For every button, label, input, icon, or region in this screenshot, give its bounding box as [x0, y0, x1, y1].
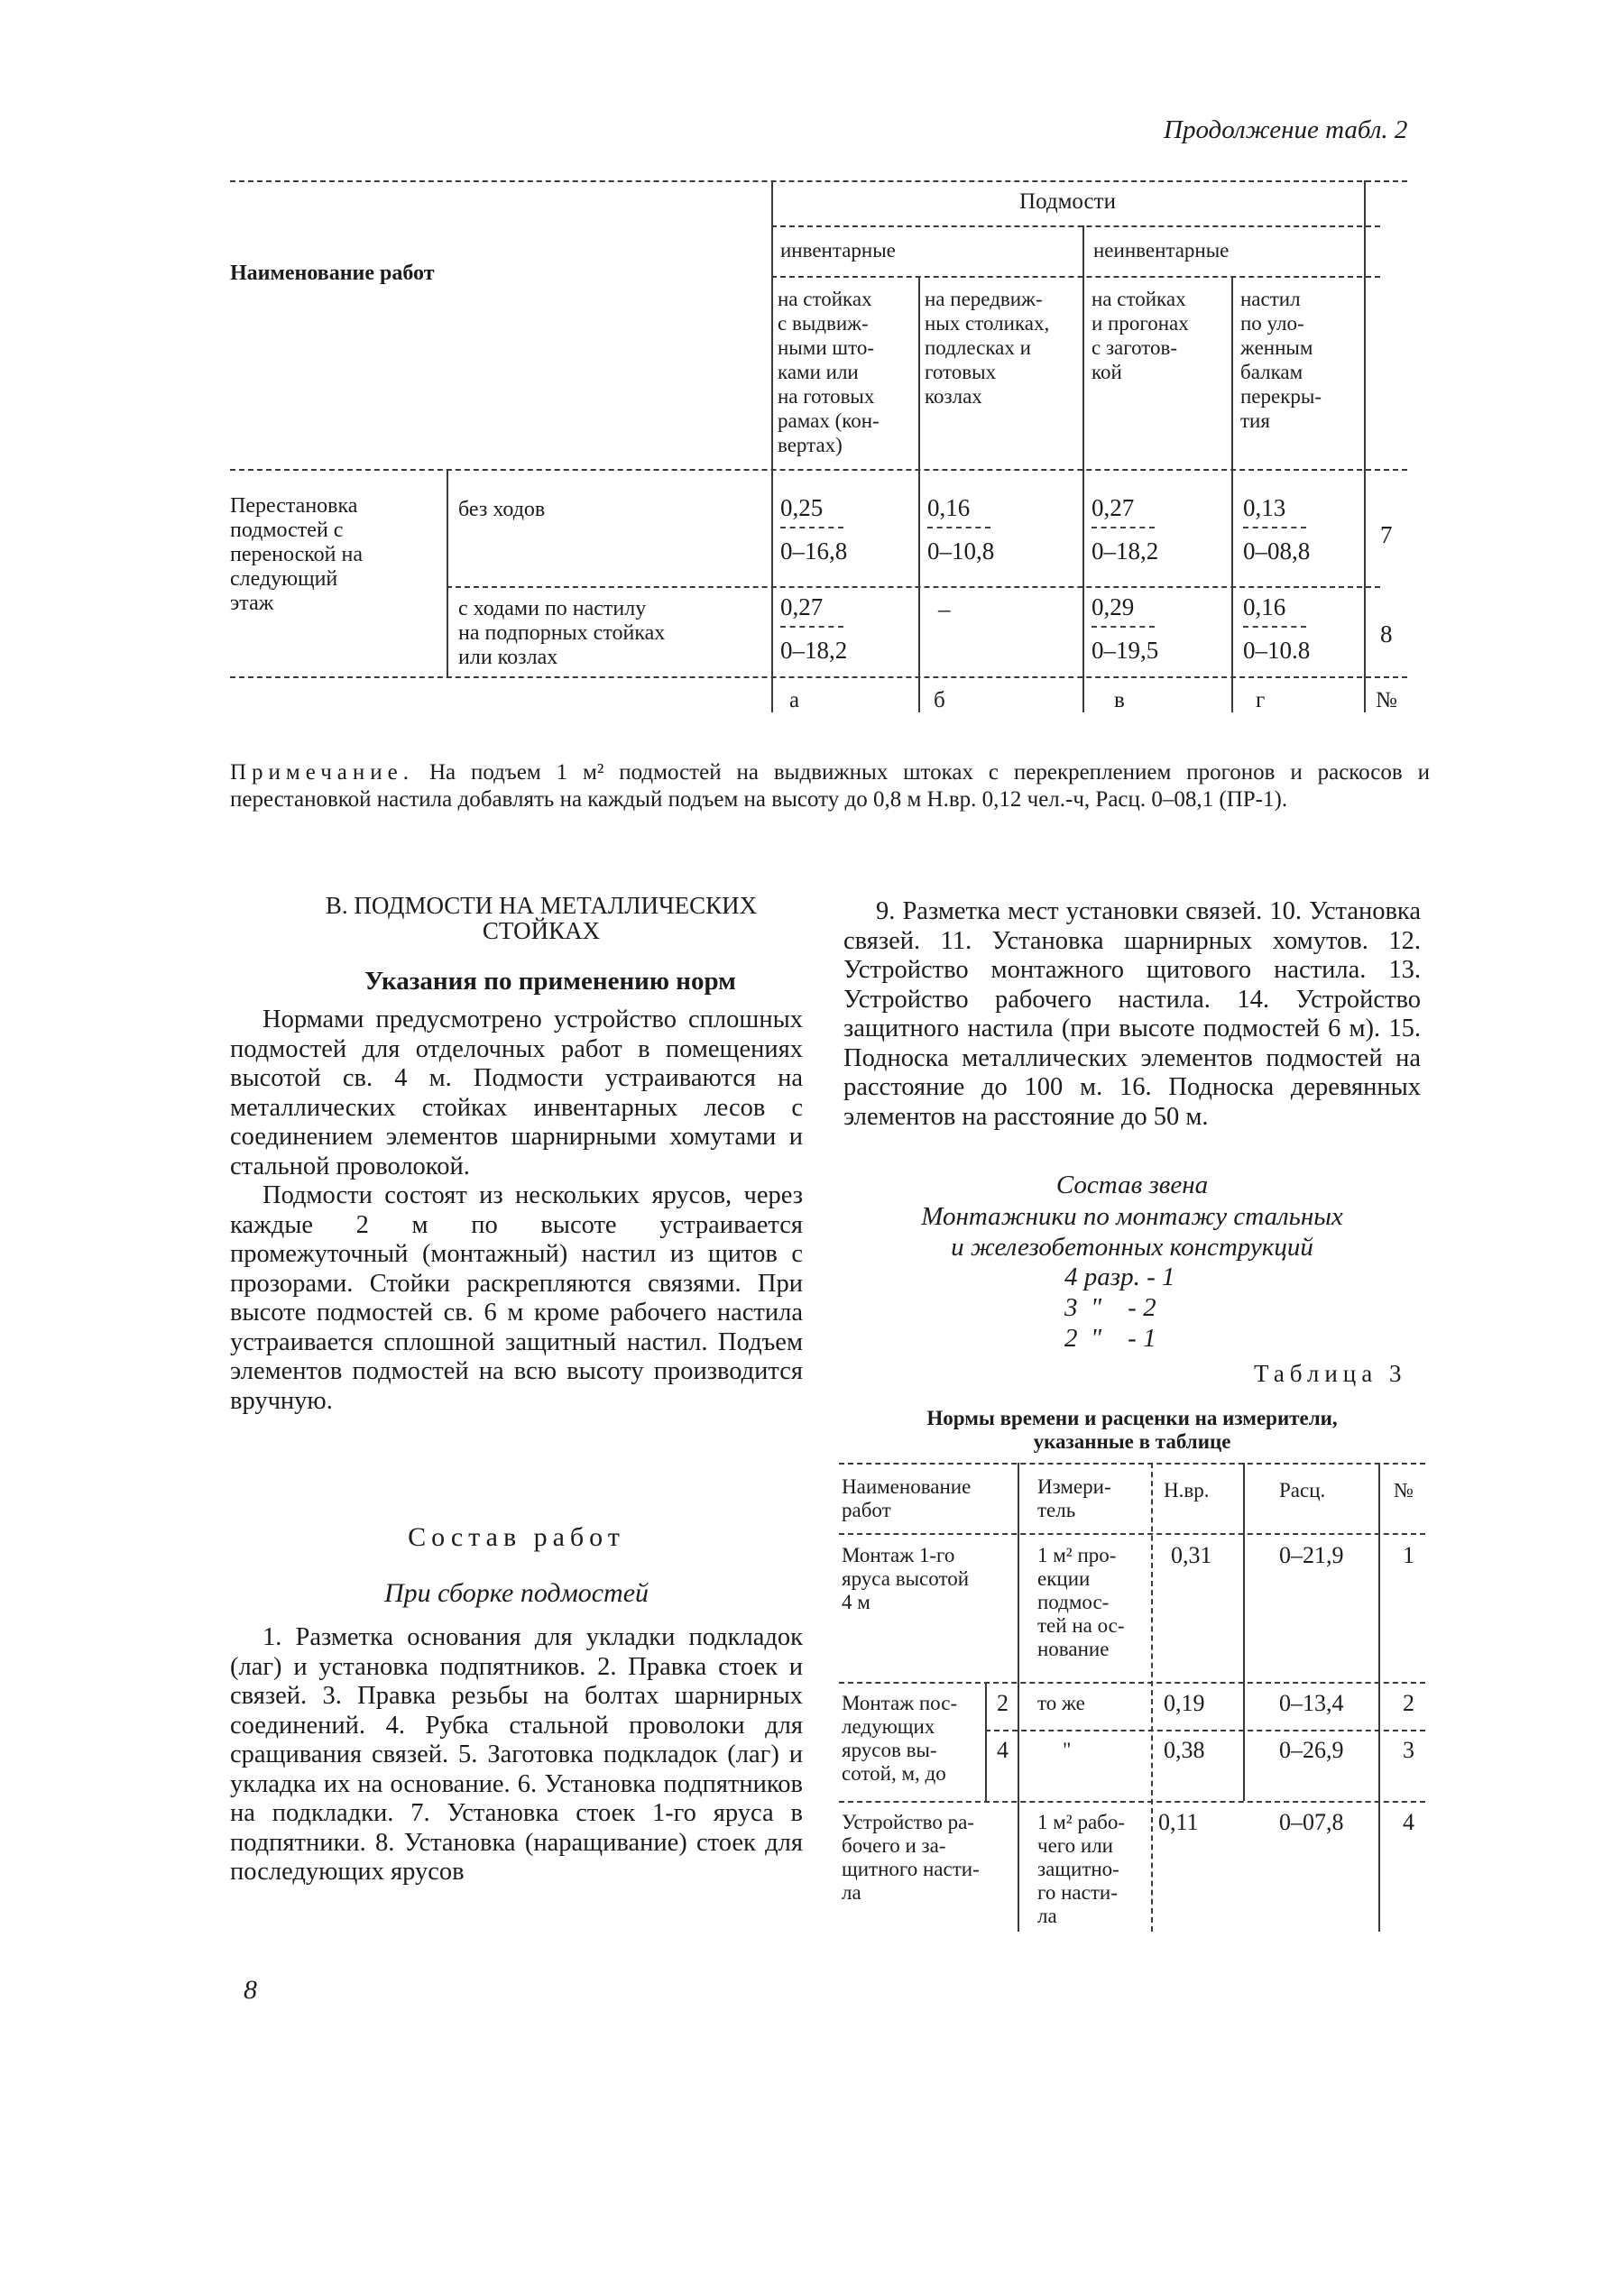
right-body: [843, 897, 1421, 1132]
assembly-title: При сборке подмостей: [383, 1578, 649, 1608]
sub-inventory-header: инвентарные: [780, 239, 896, 262]
footer-a: а: [789, 688, 800, 712]
crew-line: 3 " - 2: [1064, 1293, 1156, 1322]
table-cell-a: $\frac{0,27}{0-18,2}$: [780, 593, 848, 664]
t3-row-height: 4: [997, 1737, 1009, 1763]
crew-title: Состав звена: [1055, 1171, 1209, 1199]
group-header: Подмости: [1019, 189, 1116, 214]
paragraph: 9. Разметка мест установки связей. 10. Установка связей. 11. Установка шарнирных хомутов. 12. Устройство монтажного щитового настила. 13. Устройство рабочего настила. 14. Устройство защитного настила (при высоте подмостей 6 м). 15. Поднoска металлических элементов подмостей на расстояние до 100 м. 16. Поднoска деревянных элементов на расстояние до 50 м.: [843, 897, 1421, 1131]
t3-header-rasc: Расц.: [1279, 1479, 1326, 1502]
t3-row-nvr: 0,11: [1158, 1809, 1199, 1835]
table-note: [230, 759, 1430, 813]
paragraph: 1. Разметка основания для укладки подкладок (лаг) и установка подпятников. 2. Правка стоек и связей. 3. Правка резьбы на болтах шарнирных соединений. 4. Рубка стальной проволоки для сращивания связей. 5. Заготовка подкладок (лаг) и укладка их на основание. 6. Установка подпятников на подкладки. 7. Установка стоек 1-го яруса в подпятники. 8. Установка (наращивание) стоек для последующих ярусов: [230, 1623, 803, 1886]
row-group-label: Перестановка подмостей с переноской на следующий этаж: [230, 494, 364, 615]
table-cell-g: $\frac{0,13}{0-08,8}$: [1243, 494, 1311, 565]
t3-row-rasc: 0–07,8: [1279, 1809, 1344, 1835]
t3-row-num: 1: [1403, 1542, 1414, 1568]
t3-header-nvr: Н.вр.: [1164, 1479, 1210, 1502]
continuation-header: Продолжение табл. 2: [1164, 115, 1408, 144]
t3-header-num: №: [1394, 1479, 1414, 1502]
t3-row-height: 2: [997, 1690, 1009, 1716]
row-number: 8: [1380, 620, 1393, 647]
t3-row-name: Монтаж пос- ледующих ярусов вы- сотой, м, до: [842, 1692, 958, 1785]
table-cell-v: $\frac{0,27}{0-18,2}$: [1092, 494, 1159, 565]
t3-row-nvr: 0,31: [1171, 1542, 1212, 1568]
t3-row-num: 2: [1403, 1690, 1414, 1716]
composition-title: Состав работ: [408, 1522, 625, 1552]
footer-v: в: [1114, 688, 1125, 712]
paragraph: Нормами предусмотрено устройство сплошных подмостей для отделочных работ в помещениях высотой св. 4 м. Подмости устраиваются на металлических стойках инвентарных лесов с соединением элементов шарнирными хомутами и стальной проволокой.: [230, 1006, 803, 1180]
table-3-caption: указанные в таблице: [1033, 1430, 1231, 1453]
col-name-header: Наименование работ: [230, 262, 435, 285]
paragraph: Подмости состоят из нескольких ярусов, через каждые 2 м по высоте устраивается промежуточный (монтажный) настил из щитов с прозорами. Стойки раскрепляются связями. При высоте подмостей св. 6 м кроме рабочего настила устраивается сплошной защитный настил. Подъем элементов подмостей на всю высоту производится вручную.: [230, 1181, 803, 1415]
t3-row-unit: то же: [1037, 1692, 1085, 1714]
t3-row-unit: ": [1063, 1739, 1072, 1761]
col-g-header: настил по уло- женным балкам перекры- тия: [1240, 288, 1322, 432]
crew-subtitle-2: и железобетонных конструкций: [951, 1233, 1313, 1262]
t3-row-nvr: 0,19: [1164, 1690, 1205, 1716]
t3-row-rasc: 0–26,9: [1279, 1737, 1344, 1763]
t3-header-unit: Измери- тель: [1037, 1475, 1111, 1521]
crew-subtitle-1: Монтажники по монтажу стальных: [921, 1202, 1343, 1231]
row-condition: с ходами по настилу на подпорных стойках или козлах: [458, 597, 666, 669]
t3-row-name: Устройство ра- бочего и за- щитного насти- ла: [842, 1811, 980, 1904]
t3-row-nvr: 0,38: [1164, 1737, 1205, 1763]
left-body: [230, 1006, 803, 1416]
table-3-label: Таблица 3: [1254, 1360, 1407, 1387]
note-label: Примечание.: [230, 760, 415, 785]
col-v-header: на стойках и прогонах с заготов- кой: [1092, 288, 1189, 383]
t3-row-num: 3: [1403, 1737, 1414, 1763]
sub-noninventory-header: неинвентарные: [1093, 239, 1230, 262]
t3-row-unit: 1 м² про- екции подмос- тей на ос- нование: [1037, 1544, 1125, 1660]
table-cell-a: $\frac{0,25}{0-16,8}$: [780, 494, 848, 565]
assembly-steps: [230, 1623, 803, 1887]
t3-row-rasc: 0–21,9: [1279, 1542, 1344, 1568]
footer-g: г: [1256, 688, 1266, 712]
t3-row-name: Монтаж 1-го яруса высотой 4 м: [842, 1544, 969, 1613]
row-condition: без ходов: [458, 498, 546, 521]
crew-line: 2 " - 1: [1064, 1324, 1156, 1353]
note-text: На подъем 1 м² подмостей на выдвижных штоках с перекреплением прогонов и раскосов и перестановкой настила добавлять на каждый подъем на высоту до 0,8 м Н.вр. 0,12 чел.-ч, Расц. 0–08,1 (ПР-1).: [230, 760, 1430, 812]
usage-title: Указания по применению норм: [364, 967, 736, 996]
crew-line: 4 разр. - 1: [1064, 1263, 1175, 1291]
t3-header-name: Наименование работ: [842, 1475, 972, 1521]
table-cell-v: $\frac{0,29}{0-19,5}$: [1092, 593, 1159, 664]
col-a-header: на стойках с выдвиж- ными што- ками или на готовых рамах (кон- вертах): [778, 288, 880, 456]
table-cell-b: –: [938, 595, 951, 622]
t3-row-unit: 1 м² рабо- чего или защитно- го насти- ла: [1037, 1811, 1126, 1927]
table-3-caption: Нормы времени и расценки на измерители,: [926, 1407, 1338, 1429]
t3-row-num: 4: [1403, 1809, 1414, 1835]
t3-row-rasc: 0–13,4: [1279, 1690, 1344, 1716]
section-title: В. ПОДМОСТИ НА МЕТАЛЛИЧЕСКИХ СТОЙКАХ: [325, 892, 758, 944]
page-number: 8: [244, 1975, 257, 2005]
footer-b: б: [934, 688, 945, 712]
col-b-header: на передвиж- ных столиках, подлесках и готовых козлах: [925, 288, 1050, 408]
footer-num: №: [1376, 688, 1397, 712]
table-cell-b: $\frac{0,16}{0-10,8}$: [927, 494, 995, 565]
row-number: 7: [1380, 521, 1393, 548]
table-cell-g: $\frac{0,16}{0-10.8}$: [1243, 593, 1311, 664]
